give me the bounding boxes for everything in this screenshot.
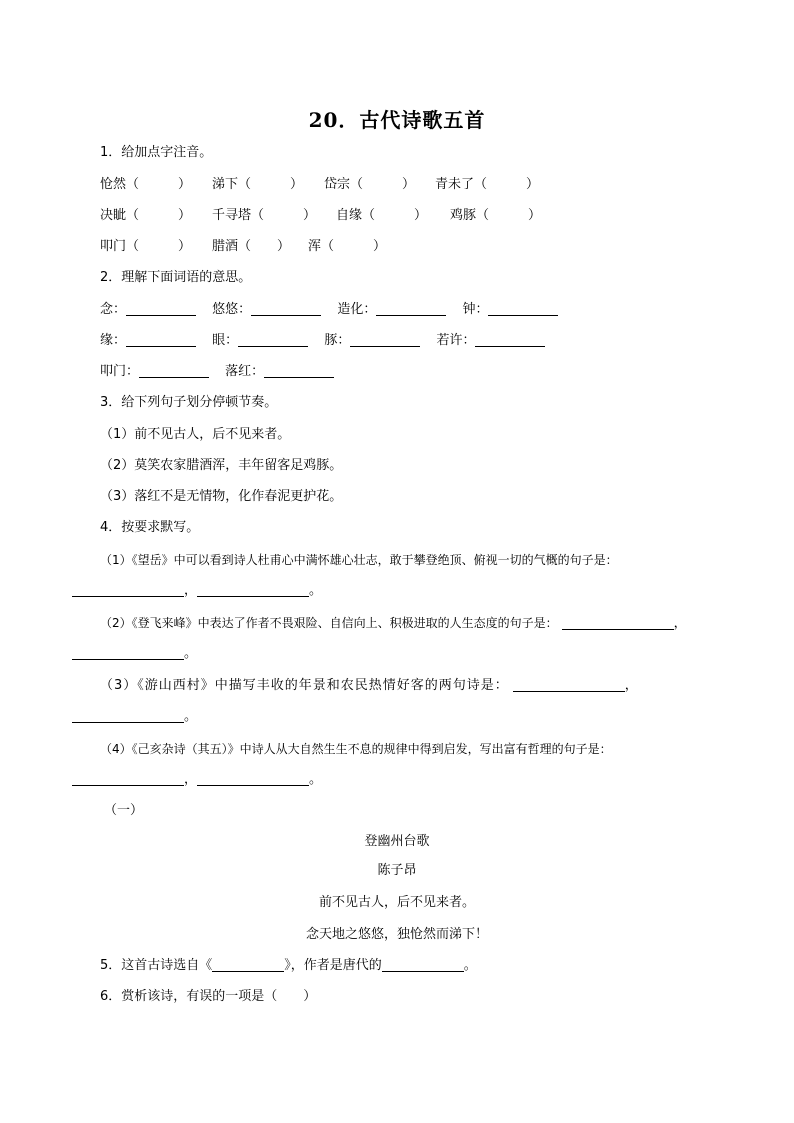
- answer-blank[interactable]: [562, 615, 674, 630]
- answer-blank[interactable]: [475, 332, 545, 347]
- q2-term: 缘：: [100, 333, 127, 348]
- poem-line: 前不见古人，后不见来者。: [318, 895, 475, 910]
- answer-blank[interactable]: [238, 332, 308, 347]
- answer-blank[interactable]: [350, 332, 420, 347]
- q1-item: 岱宗（ ）: [324, 177, 416, 192]
- q4-part3-row: [100, 677, 730, 695]
- answer-blank[interactable]: [264, 363, 334, 378]
- answer-blank[interactable]: [513, 677, 625, 692]
- q1-item: 腊酒（ ）: [212, 239, 291, 254]
- answer-blank[interactable]: [212, 957, 284, 972]
- q2-row3: [100, 363, 334, 381]
- poem-author: 陈子昂: [377, 863, 417, 878]
- q3-sentence: （3）落红不是无情物，化作春泥更护花。: [100, 489, 343, 504]
- poem-title: 登幽州台歌: [364, 834, 430, 849]
- page-title: 20．古代诗歌五首: [308, 108, 486, 132]
- q3-prompt: 3．给下列句子划分停顿节奏。: [100, 395, 278, 410]
- q6-prompt: 6．赏析该诗，有误的一项是（ ）: [100, 989, 317, 1004]
- q3-sentence: （1）前不见古人，后不见来者。: [100, 427, 291, 442]
- q4-answer-row: [72, 708, 197, 726]
- q2-term: 叩门：: [100, 364, 140, 379]
- section-label: （一）: [104, 803, 144, 818]
- poem-line: 念天地之悠悠，独怆然而涕下！: [305, 927, 488, 942]
- q2-prompt: 2．理解下面词语的意思。: [100, 270, 252, 285]
- answer-blank[interactable]: [72, 771, 184, 786]
- answer-blank[interactable]: [72, 645, 184, 660]
- comma: ，: [184, 772, 198, 787]
- q2-row2: [100, 332, 545, 350]
- comma: ，: [673, 616, 687, 631]
- answer-blank[interactable]: [139, 363, 209, 378]
- answer-blank[interactable]: [126, 332, 196, 347]
- q1-item: 自缘（ ）: [336, 208, 428, 223]
- q1-item: 千寻塔（ ）: [212, 208, 317, 223]
- q4-part2-row: [100, 614, 730, 633]
- q4-part1: （1）《望岳》中可以看到诗人杜甫心中满怀雄心壮志，敢于攀登绝顶、俯视一切的气概的句子是：: [100, 553, 618, 567]
- comma: ，: [624, 678, 638, 693]
- q2-term: 眼：: [212, 333, 239, 348]
- q1-item: 决眦（ ）: [100, 208, 192, 223]
- q1-item: 鸡豚（ ）: [450, 208, 542, 223]
- answer-blank[interactable]: [126, 301, 196, 316]
- q4-part4: （4）《己亥杂诗（其五）》中诗人从大自然生生不息的规律中得到启发，写出富有哲理的句子是：: [100, 742, 612, 756]
- q2-term: 钟：: [462, 302, 489, 317]
- q2-row1: [100, 301, 558, 319]
- q2-term: 落红：: [225, 364, 265, 379]
- answer-blank[interactable]: [197, 771, 309, 786]
- q4-answer-row: [72, 645, 197, 663]
- answer-blank[interactable]: [376, 301, 446, 316]
- q5-row: [100, 957, 477, 975]
- q5-text: 5．这首古诗选自《: [100, 958, 213, 973]
- q4-answer-row: [72, 771, 322, 789]
- q1-item: 叩门（ ）: [100, 239, 192, 254]
- q4-answer-row: [72, 582, 322, 600]
- answer-blank[interactable]: [72, 708, 184, 723]
- q2-term: 造化：: [337, 302, 377, 317]
- period: 。: [184, 709, 198, 724]
- answer-blank[interactable]: [488, 301, 558, 316]
- q3-sentence: （2）莫笑农家腊酒浑，丰年留客足鸡豚。: [100, 458, 343, 473]
- q5-text: 。: [463, 958, 477, 973]
- q2-term: 若许：: [436, 333, 476, 348]
- q4-part2: （2）《登飞来峰》中表达了作者不畏艰险、自信向上、积极进取的人生态度的句子是：: [100, 616, 558, 630]
- period: 。: [184, 646, 198, 661]
- comma: ，: [184, 583, 198, 598]
- q4-part3: （3）《游山西村》中描写丰收的年景和农民热情好客的两句诗是：: [100, 678, 509, 693]
- period: 。: [309, 772, 323, 787]
- q1-item: 涕下（ ）: [212, 177, 304, 192]
- q2-term: 念：: [100, 302, 127, 317]
- q4-prompt: 4．按要求默写。: [100, 520, 200, 535]
- q1-item: 怆然（ ）: [100, 177, 192, 192]
- q5-text: 》，作者是唐代的: [284, 958, 382, 973]
- q1-prompt: 1．给加点字注音。: [100, 145, 213, 160]
- q2-term: 豚：: [324, 333, 351, 348]
- q1-item: 浑（ ）: [308, 239, 387, 254]
- q1-item: 青未了（ ）: [435, 177, 540, 192]
- answer-blank[interactable]: [251, 301, 321, 316]
- q2-term: 悠悠：: [212, 302, 252, 317]
- answer-blank[interactable]: [197, 582, 309, 597]
- answer-blank[interactable]: [72, 582, 184, 597]
- period: 。: [309, 583, 323, 598]
- answer-blank[interactable]: [382, 957, 464, 972]
